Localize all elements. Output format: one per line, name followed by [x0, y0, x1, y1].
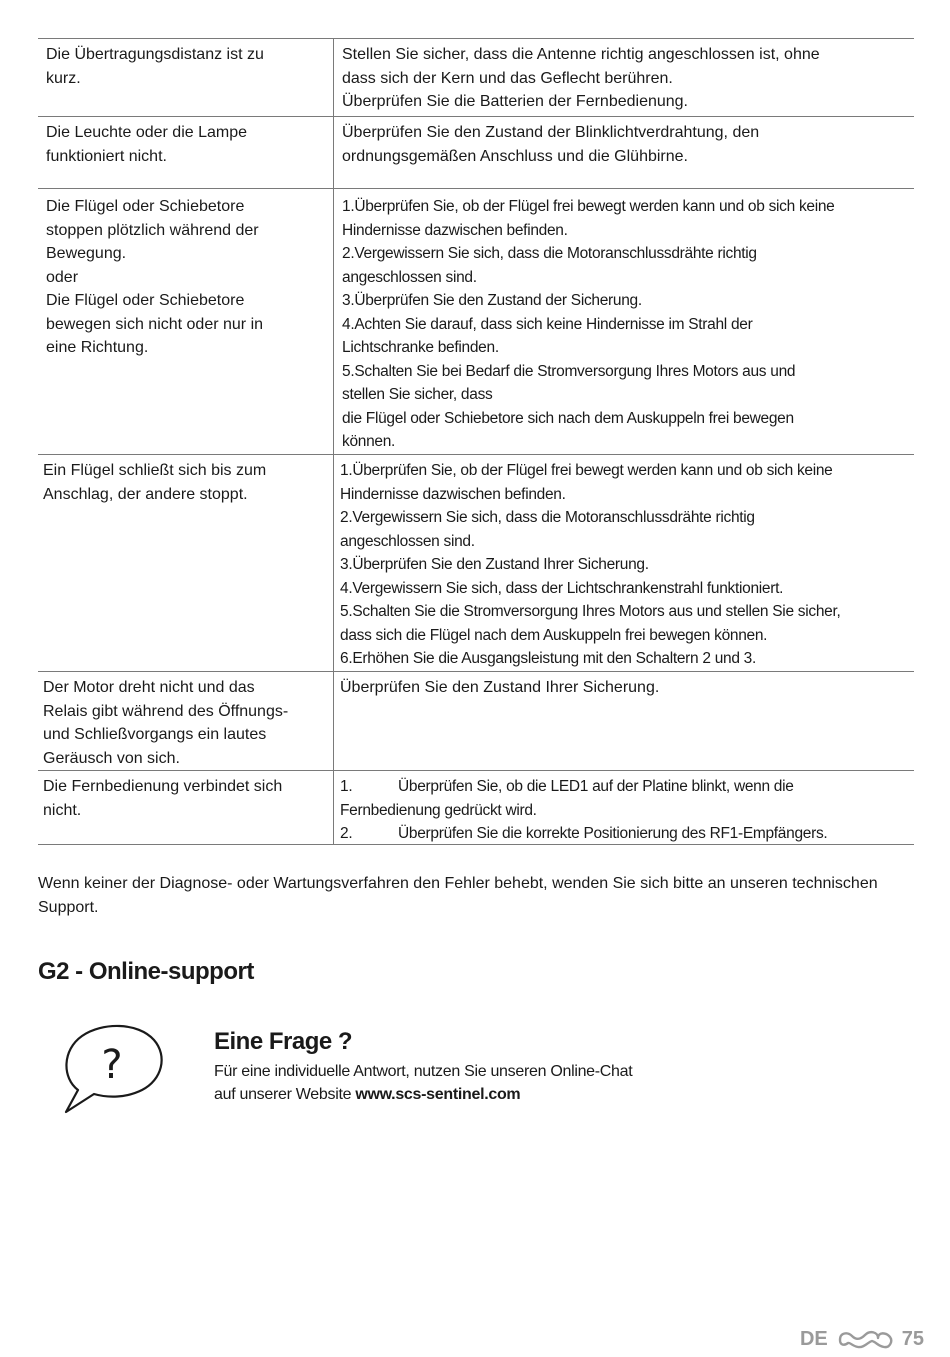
language-code: DE: [799, 1328, 828, 1350]
solution-text: stellen Sie sicher, dass: [342, 386, 493, 403]
solution-text: 3.Überprüfen Sie den Zustand Ihrer Sicherung.: [340, 556, 649, 573]
problem-text: funktioniert nicht.: [46, 147, 167, 165]
solution-text: 1.Überprüfen Sie, ob der Flügel frei bewegt werden kann und ob sich keine: [342, 198, 835, 215]
problem-text: Bewegung.: [46, 245, 127, 262]
solution-text: ordnungsgemäßen Anschluss und die Glühbirne.: [342, 147, 688, 165]
solution-text: angeschlossen sind.: [340, 532, 475, 550]
table-row: [38, 189, 914, 455]
solution-text: Stellen Sie sicher, dass die Antenne richtig angeschlossen ist, ohne: [342, 46, 820, 63]
problem-text: Die Fernbedienung verbindet sich: [43, 778, 283, 795]
problem-text: oder: [46, 268, 79, 286]
table-row: [38, 672, 914, 771]
solution-text: Überprüfen Sie den Zustand der Blinklichtverdrahtung, den: [342, 124, 760, 141]
problem-text: Die Übertragungsdistanz ist zu: [46, 46, 264, 63]
page-footer: [800, 1328, 924, 1351]
faq-line: Für eine individuelle Antwort, nutzen Sie unseren Online-Chat: [214, 1063, 633, 1080]
problem-cell: [38, 455, 334, 671]
speech-bubble-question-icon: [58, 1020, 166, 1116]
problem-text: Die Leuchte oder die Lampe: [46, 124, 248, 141]
problem-text: Der Motor dreht nicht und das: [43, 679, 255, 696]
problem-text: Relais gibt während des Öffnungs-: [43, 702, 289, 720]
solution-text: Überprüfen Sie, ob die LED1 auf der Platine blinkt, wenn die: [398, 778, 794, 795]
problem-text: Ein Flügel schließt sich bis zum: [43, 462, 267, 479]
solution-text: 1.Überprüfen Sie, ob der Flügel frei bewegt werden kann und ob sich keine: [340, 462, 833, 479]
solution-text: dass sich der Kern und das Geflecht berühren.: [342, 69, 673, 87]
solution-text: 2.Vergewissern Sie sich, dass die Motoranschlussdrähte richtig: [342, 245, 757, 262]
solution-text: 3.Überprüfen Sie den Zustand der Sicherung.: [342, 292, 642, 309]
problem-text: und Schließvorgangs ein lautes: [43, 726, 267, 743]
table-row: [38, 771, 914, 845]
solution-cell: [334, 672, 914, 770]
faq-title: Eine Frage ?: [214, 1028, 353, 1055]
numbered-step: [340, 775, 908, 799]
solution-text: dass sich die Flügel nach dem Auskuppeln frei bewegen können.: [340, 626, 768, 644]
support-note: Wenn keiner der Diagnose- oder Wartungsverfahren den Fehler behebt, wenden Sie sich bitte an unseren technischen Support.: [38, 875, 878, 916]
solution-cell: [334, 455, 914, 671]
problem-text: Anschlag, der andere stoppt.: [43, 485, 248, 503]
table-row: [38, 117, 914, 189]
problem-text: Die Flügel oder Schiebetore: [46, 292, 245, 309]
solution-text: Überprüfen Sie die korrekte Positionierung des RF1-Empfängers.: [398, 825, 828, 842]
solution-text: Hindernisse dazwischen befinden.: [342, 221, 568, 239]
website-link[interactable]: www.scs-sentinel.com: [355, 1086, 521, 1103]
solution-text: die Flügel oder Schiebetore sich nach dem Auskuppeln frei bewegen: [342, 409, 794, 427]
solution-text: Lichtschranke befinden.: [342, 339, 499, 356]
brand-logo-icon: [836, 1329, 894, 1351]
solution-text: 6.Erhöhen Sie die Ausgangsleistung mit den Schaltern 2 und 3.: [340, 650, 756, 667]
problem-text: stoppen plötzlich während der: [46, 221, 259, 239]
problem-text: bewegen sich nicht oder nur in: [46, 315, 264, 333]
problem-text: eine Richtung.: [46, 339, 149, 356]
solution-cell: [334, 189, 914, 454]
solution-text: 2.Vergewissern Sie sich, dass die Motoranschlussdrähte richtig: [340, 509, 755, 526]
problem-cell: [38, 189, 334, 454]
step-number: 2.: [340, 825, 353, 842]
solution-text: Überprüfen Sie die Batterien der Fernbedienung.: [342, 93, 688, 110]
solution-cell: [334, 39, 914, 116]
solution-text: 5.Schalten Sie die Stromversorgung Ihres Motors aus und stellen Sie sicher,: [340, 603, 841, 620]
troubleshooting-table: [38, 38, 914, 845]
solution-text: 4.Achten Sie darauf, dass sich keine Hindernisse im Strahl der: [342, 315, 753, 333]
solution-text: Hindernisse dazwischen befinden.: [340, 485, 566, 503]
faq-text: [214, 1060, 632, 1106]
numbered-step: [340, 822, 908, 846]
problem-text: Geräusch von sich.: [43, 749, 180, 767]
problem-cell: [38, 672, 334, 770]
solution-cell: [334, 771, 914, 844]
faq-line-prefix: auf unserer Website: [214, 1086, 356, 1103]
faq-line: [214, 1083, 632, 1106]
solution-text: 4.Vergewissern Sie sich, dass der Lichtschrankenstrahl funktioniert.: [340, 579, 784, 597]
step-number: 1.: [340, 778, 353, 795]
table-row: [38, 455, 914, 672]
problem-text: Die Flügel oder Schiebetore: [46, 198, 245, 215]
section-heading: G2 - Online-support: [38, 958, 254, 985]
table-row: [38, 38, 914, 117]
solution-cell: [334, 117, 914, 188]
problem-text: kurz.: [46, 69, 81, 87]
problem-cell: [38, 117, 334, 188]
solution-text: Fernbedienung gedrückt wird.: [340, 801, 537, 819]
solution-text: angeschlossen sind.: [342, 268, 477, 286]
page-number: 75: [901, 1328, 924, 1350]
problem-cell: [38, 39, 334, 116]
problem-cell: [38, 771, 334, 844]
question-mark-glyph: ?: [101, 1042, 123, 1088]
solution-text: können.: [342, 433, 396, 450]
solution-text: 5.Schalten Sie bei Bedarf die Stromversorgung Ihres Motors aus und: [342, 362, 796, 380]
problem-text: nicht.: [43, 801, 82, 819]
solution-text: Überprüfen Sie den Zustand Ihrer Sicherung.: [340, 679, 660, 696]
